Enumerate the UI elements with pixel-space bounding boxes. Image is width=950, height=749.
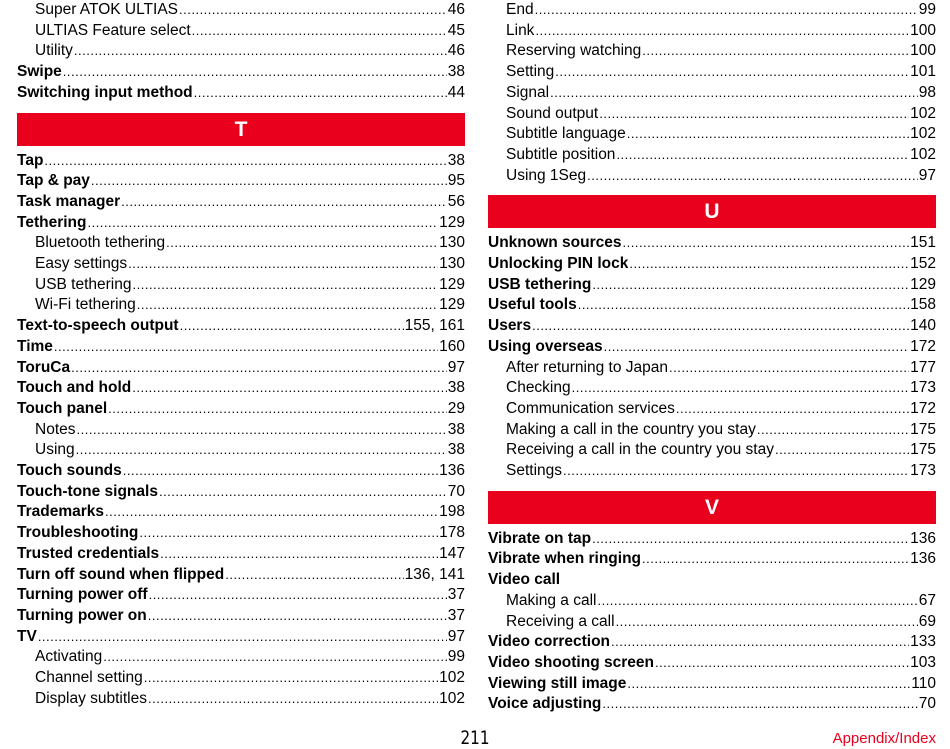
dot-leader <box>572 378 910 399</box>
dot-leader <box>592 275 909 296</box>
entry-page: 102 <box>439 669 465 686</box>
entry-page: 101 <box>910 63 936 81</box>
index-entry-easy-settings <box>17 254 465 275</box>
entry-term: TV <box>17 627 37 645</box>
index-entry-display-subtitles <box>17 689 465 710</box>
index-entry-trademarks <box>17 502 465 523</box>
entry-term: Making a call <box>506 591 597 609</box>
entry-term: Using <box>35 441 75 459</box>
entry-page: 45 <box>447 21 465 39</box>
index-entry-using <box>17 440 465 461</box>
entry-page: 38 <box>447 441 465 459</box>
entry-page: 129 <box>439 213 465 231</box>
dot-leader <box>108 399 447 420</box>
entry-page: 70 <box>918 695 936 713</box>
entry-page: 173 <box>910 379 936 397</box>
dot-leader <box>166 233 438 254</box>
dot-leader <box>604 337 910 358</box>
entry-term: Super ATOK ULTIAS <box>35 1 179 18</box>
entry-term: Channel setting <box>35 669 143 686</box>
entry-term: Time <box>17 337 53 355</box>
dot-leader <box>159 482 447 503</box>
entry-term: After returning to Japan <box>506 358 668 376</box>
entry-term: Turn off sound when flipped <box>17 565 225 583</box>
index-entry-after-returning-to-japan <box>488 358 936 379</box>
section-label: Appendix/Index <box>832 730 936 747</box>
entry-term: Troubleshooting <box>17 524 139 542</box>
entry-page: 98 <box>918 83 936 101</box>
index-entry-receiving-a-call <box>488 612 936 633</box>
entry-term: Vibrate on tap <box>488 529 592 547</box>
index-entry-tv <box>17 627 465 648</box>
dot-leader <box>563 461 909 482</box>
section-header-u: U <box>488 195 936 228</box>
dot-leader <box>627 124 909 145</box>
entry-term: Tap <box>17 151 44 169</box>
index-entry-turning-power-off <box>17 585 465 606</box>
entry-term: Subtitle language <box>506 125 626 143</box>
entry-term: Trusted credentials <box>17 544 160 562</box>
index-entry-switching-input-method <box>17 83 465 104</box>
entry-page: 38 <box>447 63 465 81</box>
index-entry-video-shooting-screen <box>488 653 936 674</box>
entry-term: Turning power off <box>17 586 148 604</box>
entry-term: Link <box>506 21 535 39</box>
entry-term: Switching input method <box>17 83 193 101</box>
entry-page: 99 <box>447 648 465 666</box>
dot-leader <box>676 399 909 420</box>
entry-page: 155, 161 <box>404 317 465 335</box>
index-entry-link <box>488 21 936 42</box>
dot-leader <box>144 668 438 689</box>
index-entry-notes <box>17 420 465 441</box>
dot-leader <box>105 502 438 523</box>
entry-page: 97 <box>918 166 936 184</box>
dot-leader <box>550 83 918 104</box>
entry-page: 29 <box>447 399 465 417</box>
index-entry-swipe <box>17 62 465 83</box>
entry-page: 136 <box>910 529 936 547</box>
dot-leader <box>128 254 438 275</box>
entry-page: 46 <box>447 42 465 60</box>
entry-term: Unknown sources <box>488 234 622 252</box>
entry-term: Utility <box>35 42 73 60</box>
entry-page: 130 <box>439 234 465 252</box>
index-entry-usb-tethering <box>488 275 936 296</box>
entry-term: USB tethering <box>35 275 132 293</box>
index-entry-tap <box>17 151 465 172</box>
dot-leader <box>555 62 909 83</box>
entry-term: Notes <box>35 420 76 438</box>
dot-leader <box>627 674 910 695</box>
entry-page: 177 <box>910 358 936 376</box>
index-entry-trusted-credentials <box>17 544 465 565</box>
index-entry-useful-tools <box>488 295 936 316</box>
entry-term: Sound output <box>506 104 599 122</box>
index-entry-ultias-feature-select <box>17 21 465 42</box>
entry-term: Making a call in the country you stay <box>506 420 756 438</box>
entry-term: Touch-tone signals <box>17 482 158 500</box>
entry-page: 110 <box>911 674 936 692</box>
entry-page: 103 <box>910 653 936 671</box>
entry-page: 102 <box>910 145 936 163</box>
entry-page: 102 <box>910 125 936 143</box>
index-entry-text-to-speech-output <box>17 316 465 337</box>
index-entry-settings <box>488 461 936 482</box>
index-entry-receiving-a-call-in-the-country-you-stay <box>488 440 936 461</box>
entry-page: 136 <box>439 462 465 479</box>
index-entry-unlocking-pin-lock <box>488 254 936 275</box>
dot-leader <box>87 213 438 234</box>
entry-page: 69 <box>918 612 936 630</box>
dot-leader <box>149 585 447 606</box>
entry-page: 129 <box>439 275 465 293</box>
index-entry-voice-adjusting <box>488 694 936 715</box>
index-entry-subtitle-language <box>488 124 936 145</box>
entry-term: Display subtitles <box>35 689 147 707</box>
entry-term: Text-to-speech output <box>17 317 179 335</box>
entry-page: 95 <box>447 172 465 190</box>
entry-page: 38 <box>447 151 465 169</box>
dot-leader <box>160 544 438 565</box>
index-entry-using-1seg <box>488 166 936 187</box>
entry-page: 100 <box>910 21 936 39</box>
dot-leader <box>76 440 447 461</box>
dot-leader <box>71 358 447 379</box>
index-entry-turn-off-sound-when-flipped <box>17 565 465 586</box>
entry-page: 37 <box>447 586 465 604</box>
entry-page: 97 <box>447 358 465 376</box>
page-number: 211 <box>460 727 490 749</box>
entry-term: Checking <box>506 379 571 397</box>
index-entry-using-overseas <box>488 337 936 358</box>
dot-leader <box>578 295 909 316</box>
entry-term: Receiving a call <box>506 612 615 630</box>
dot-leader <box>616 145 909 166</box>
entry-term: Task manager <box>17 192 121 210</box>
entry-page: 102 <box>439 689 465 707</box>
entry-term: ToruCa <box>17 358 71 376</box>
index-entry-vibrate-when-ringing <box>488 549 936 570</box>
entry-term: Trademarks <box>17 503 105 521</box>
dot-leader <box>77 420 447 441</box>
entry-term: Users <box>488 317 532 335</box>
entry-page: 67 <box>918 591 936 609</box>
entry-page: 56 <box>447 192 465 210</box>
entry-page: 38 <box>447 379 465 397</box>
index-entry-touch-panel <box>17 399 465 420</box>
index-entry-video-correction <box>488 632 936 653</box>
entry-term: Using 1Seg <box>506 166 587 184</box>
index-entry-touch-and-hold <box>17 378 465 399</box>
entry-term: Viewing still image <box>488 674 627 692</box>
entry-term: Reserving watching <box>506 42 642 60</box>
index-entry-task-manager <box>17 192 465 213</box>
entry-page: 136 <box>910 550 936 568</box>
entry-page: 133 <box>910 633 936 651</box>
entry-page: 129 <box>910 275 936 293</box>
entry-page: 151 <box>910 234 936 252</box>
index-entry-touch-sounds <box>17 461 465 482</box>
entry-term: Video shooting screen <box>488 653 654 671</box>
entry-term: Signal <box>506 83 550 101</box>
entry-page: 99 <box>918 1 936 18</box>
index-entry-super-atok-ultias <box>17 0 465 21</box>
dot-leader <box>599 104 909 125</box>
entry-term: Bluetooth tethering <box>35 234 166 252</box>
entry-page: 173 <box>910 462 936 479</box>
entry-term: Voice adjusting <box>488 695 602 713</box>
dot-leader <box>623 233 910 254</box>
index-entry-communication-services <box>488 399 936 420</box>
entry-term: Touch and hold <box>17 379 132 397</box>
entry-term: Subtitle position <box>506 145 616 163</box>
entry-page: 44 <box>447 83 465 101</box>
entry-page: 136, 141 <box>404 565 465 583</box>
entry-page: 175 <box>910 441 936 459</box>
dot-leader <box>592 529 909 550</box>
entry-term: Using overseas <box>488 337 603 355</box>
dot-leader <box>103 647 447 668</box>
entry-term: Touch sounds <box>17 462 122 479</box>
entry-term: Video correction <box>488 633 611 651</box>
section-header-v: V <box>488 491 936 524</box>
entry-page: 175 <box>910 420 936 438</box>
dot-leader <box>137 295 438 316</box>
dot-leader <box>139 523 438 544</box>
dot-leader <box>91 171 447 192</box>
entry-page: 38 <box>447 420 465 438</box>
index-entry-toruca <box>17 358 465 379</box>
dot-leader <box>597 591 917 612</box>
entry-page: 172 <box>910 337 936 355</box>
index-entry-bluetooth-tethering <box>17 233 465 254</box>
entry-term: Easy settings <box>35 255 128 272</box>
entry-term: Setting <box>506 63 555 81</box>
dot-leader <box>54 337 438 358</box>
entry-page: 97 <box>447 627 465 645</box>
dot-leader <box>123 461 438 482</box>
dot-leader <box>192 21 447 42</box>
entry-term: Tap & pay <box>17 172 90 190</box>
index-entry-troubleshooting <box>17 523 465 544</box>
index-entry-checking <box>488 378 936 399</box>
dot-leader <box>616 612 918 633</box>
index-entry-unknown-sources <box>488 233 936 254</box>
entry-page: 100 <box>910 42 936 60</box>
dot-leader <box>669 358 909 379</box>
dot-leader <box>642 41 909 62</box>
index-entry-tap-pay <box>17 171 465 192</box>
entry-page: 46 <box>447 1 465 18</box>
dot-leader <box>225 565 403 586</box>
entry-page: 129 <box>439 296 465 314</box>
dot-leader <box>132 378 447 399</box>
entry-page: 130 <box>439 255 465 272</box>
entry-term: End <box>506 1 534 18</box>
index-entry-touch-tone-signals <box>17 482 465 503</box>
entry-term: Activating <box>35 648 103 666</box>
entry-page: 140 <box>910 317 936 335</box>
index-entry-channel-setting <box>17 668 465 689</box>
entry-term: Video call <box>488 571 561 589</box>
entry-term: ULTIAS Feature select <box>35 21 191 39</box>
entry-term: Wi-Fi tethering <box>35 296 136 314</box>
index-entry-wi-fi-tethering <box>17 295 465 316</box>
dot-leader <box>775 440 909 461</box>
entry-term: Tethering <box>17 213 87 231</box>
dot-leader <box>757 420 909 441</box>
entry-page: 178 <box>439 524 465 542</box>
dot-leader <box>179 0 447 21</box>
entry-page: 172 <box>910 399 936 417</box>
index-entry-vibrate-on-tap <box>488 529 936 550</box>
entry-term: Vibrate when ringing <box>488 550 642 568</box>
entry-page: 147 <box>439 544 465 562</box>
entry-page: 70 <box>447 482 465 500</box>
entry-page: 152 <box>910 255 936 272</box>
index-entry-time <box>17 337 465 358</box>
dot-leader <box>535 21 909 42</box>
dot-leader <box>180 316 404 337</box>
dot-leader <box>63 62 447 83</box>
dot-leader <box>629 254 909 275</box>
dot-leader <box>532 316 909 337</box>
dot-leader <box>148 606 447 627</box>
dot-leader <box>44 151 446 172</box>
entry-term: Settings <box>506 462 563 479</box>
dot-leader <box>535 0 918 21</box>
index-entry-making-a-call <box>488 591 936 612</box>
index-entry-users <box>488 316 936 337</box>
dot-leader <box>74 41 447 62</box>
dot-leader <box>133 275 439 296</box>
index-entry-video-call <box>488 570 936 591</box>
index-entry-signal <box>488 83 936 104</box>
entry-term: Touch panel <box>17 399 108 417</box>
index-entry-sound-output <box>488 104 936 125</box>
dot-leader <box>38 627 447 648</box>
dot-leader <box>642 549 909 570</box>
entry-term: Unlocking PIN lock <box>488 255 629 272</box>
index-entry-usb-tethering <box>17 275 465 296</box>
entry-term: Swipe <box>17 63 62 81</box>
section-header-t: T <box>17 113 465 146</box>
index-entry-setting <box>488 62 936 83</box>
index-entry-tethering <box>17 213 465 234</box>
dot-leader <box>611 632 909 653</box>
dot-leader <box>602 694 917 715</box>
index-entry-subtitle-position <box>488 145 936 166</box>
entry-page: 160 <box>439 337 465 355</box>
index-entry-turning-power-on <box>17 606 465 627</box>
dot-leader <box>655 653 909 674</box>
index-entry-reserving-watching <box>488 41 936 62</box>
entry-page: 198 <box>439 503 465 521</box>
dot-leader <box>587 166 918 187</box>
entry-page: 158 <box>910 296 936 314</box>
entry-page: 102 <box>910 104 936 122</box>
index-entry-viewing-still-image <box>488 674 936 695</box>
entry-term: Receiving a call in the country you stay <box>506 441 774 459</box>
dot-leader <box>194 83 447 104</box>
dot-leader <box>148 689 438 710</box>
entry-page: 37 <box>447 606 465 624</box>
index-entry-end <box>488 0 936 21</box>
index-entry-activating <box>17 647 465 668</box>
entry-term: Communication services <box>506 399 675 417</box>
entry-term: Useful tools <box>488 296 577 314</box>
index-entry-making-a-call-in-the-country-you-stay <box>488 420 936 441</box>
entry-term: USB tethering <box>488 275 592 293</box>
index-entry-utility <box>17 41 465 62</box>
dot-leader <box>121 192 447 213</box>
entry-term: Turning power on <box>17 606 147 624</box>
